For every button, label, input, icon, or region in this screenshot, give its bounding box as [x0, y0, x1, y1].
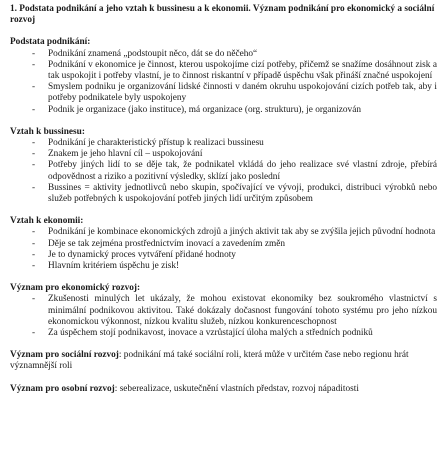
- section-heading: Vztah k bussinesu:: [10, 126, 85, 137]
- personal-paragraph: [10, 384, 437, 395]
- section-bussines: [10, 127, 437, 205]
- list-item: - Podnik je organizace (jako instituce), má organizace (org. strukturu), je organizován: [10, 105, 437, 116]
- list-item: - Potřeby jiných lidí to se děje tak, že podnikatel vkládá do jeho realizace své vlastní zdroje, přebírá odpovědnost a riziko a pozitivní výsledky, sklízí jako poslední: [10, 160, 437, 182]
- list-item: - Je to dynamický proces vytváření přidané hodnoty: [10, 250, 437, 261]
- section-heading: Podstata podnikání:: [10, 37, 91, 48]
- list-item: - Podnikání v ekonomice je činnost, kterou uspokojíme cizí potřeby, přičemž se snažíme dosáhnout zisk a tak uspokojit i potřeby vlastní, je to činnost riskantní v případě úspěchu však přináší značné uspokojení: [10, 60, 437, 82]
- bullet-list: [10, 138, 437, 205]
- list-item: - Podnikání je charakteristický přístup k realizaci bussinesu: [10, 138, 437, 149]
- list-item: - Smyslem podniku je organizování lidské činnosti v daném okruhu uspokojování cizích potřeb tak, aby i potřeby podnikatele byly uspokojeny: [10, 82, 437, 104]
- list-item: - Bussines = aktivity jednotlivců nebo skupin, spočívající ve vývoji, produkci, distribuci výrobků nebo služeb potřebných k uspokojování potřeb jiných lidí určitým způsobem: [10, 183, 437, 205]
- section-ekonomie: [10, 216, 437, 272]
- bullet-list: [10, 294, 437, 339]
- list-item: - Zkušenosti minulých let ukázaly, že mohou existovat ekonomiky bez soukromého vlastnictví s minimální podnikovou aktivitou. Také dokázaly dočasnost fungování tohoto systému pro jeho nízkou ekonomickou výkonnost, nízkou kvalitu služeb, nízkou konkurenceschopnost: [10, 294, 437, 328]
- social-text: : podnikání má také sociální roli, která může v určitém čase nebo regionu hrát významnější roli: [10, 350, 409, 372]
- bullet-list: [10, 227, 437, 272]
- document-title: 1. Podstata podnikání a jeho vztah k bussinesu a k ekonomii. Význam podnikání pro ekonomický a sociální rozvoj: [10, 4, 435, 26]
- section-ekonomicky-rozvoj: [10, 283, 437, 339]
- personal-label: Význam pro osobní rozvoj: [10, 383, 115, 394]
- section-osobni-rozvoj: [10, 384, 437, 395]
- list-item: - Děje se tak zejména prostřednictvím inovací a zavedením změn: [10, 239, 437, 250]
- list-item: - Za úspěchem stojí podnikavost, inovace a vzrůstající úloha malých a středních podniků: [10, 328, 437, 339]
- personal-text: : seberealizace, uskutečnění vlastních představ, rozvoj nápaditosti: [114, 383, 359, 394]
- list-item: - Podnikání je kombinace ekonomických zdrojů a jiných aktivit tak aby se zvýšila jejich původní hodnota: [10, 227, 437, 238]
- section-heading: Vztah k ekonomii:: [10, 216, 84, 227]
- list-item: - Znakem je jeho hlavní cíl – uspokojování: [10, 149, 437, 160]
- section-heading: Význam pro ekonomický rozvoj:: [10, 283, 141, 294]
- list-item: - Podnikání znamená „podstoupit něco, dát se do něčeho“: [10, 49, 437, 60]
- section-podstata: [10, 37, 437, 115]
- list-item: - Hlavním kritériem úspěchu je zisk!: [10, 261, 437, 272]
- social-paragraph: [10, 350, 437, 372]
- social-label: Význam pro sociální rozvoj: [10, 350, 119, 361]
- bullet-list: [10, 49, 437, 116]
- section-socialni-rozvoj: [10, 350, 437, 372]
